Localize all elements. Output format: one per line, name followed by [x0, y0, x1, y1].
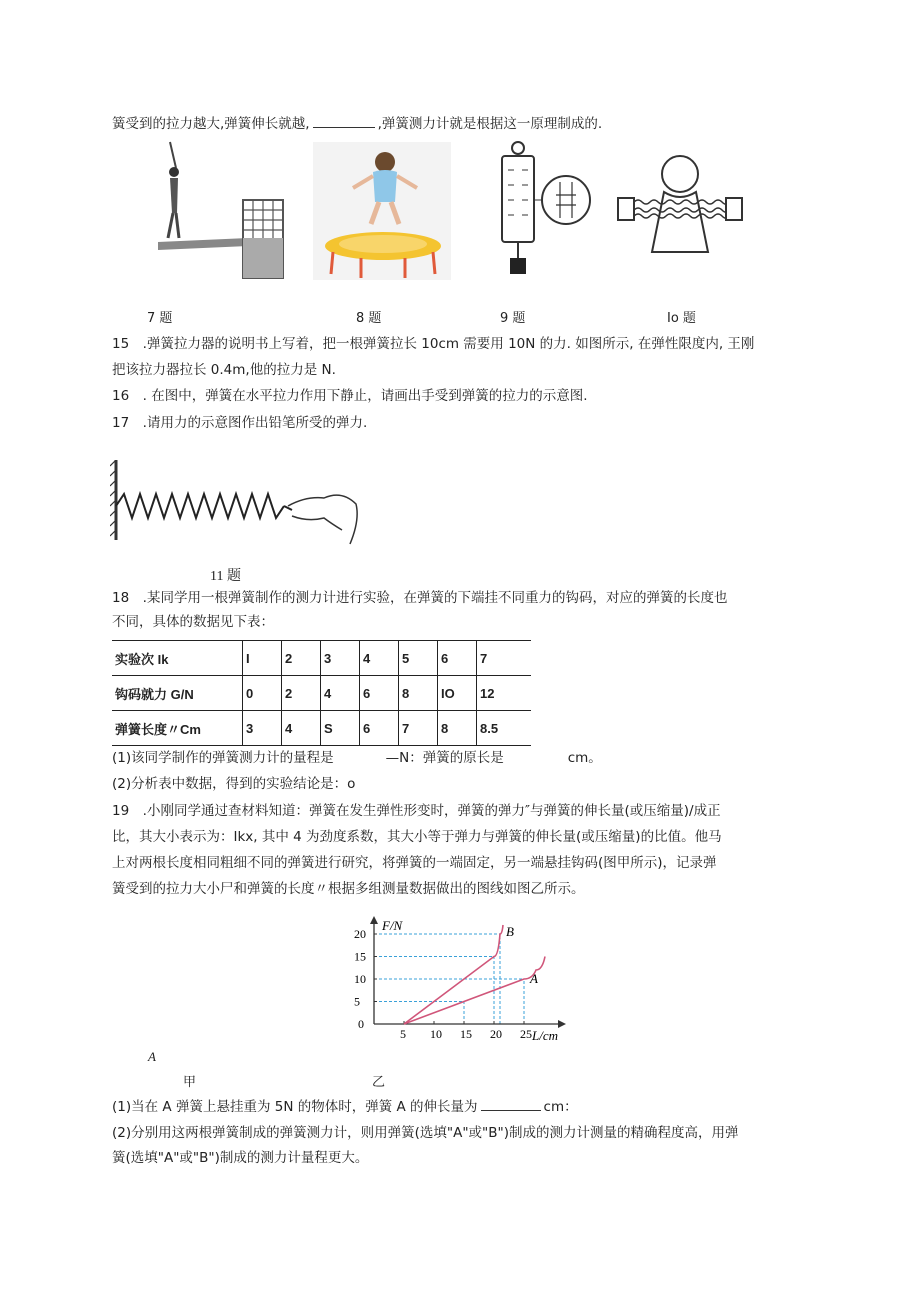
table-cell: I — [243, 641, 282, 676]
table-cell: 2 — [282, 641, 321, 676]
series-label-A: A — [530, 971, 538, 986]
table-cell: 0 — [243, 676, 282, 711]
x-tick-label: 5 — [400, 1027, 406, 1040]
q19-sub1-text-a: (1)当在 A 弹簧上悬挂重为 5N 的物体时，弹簧 A 的伸长量为 — [112, 1099, 478, 1115]
y-tick-label: 20 — [354, 927, 366, 941]
figure-8-trampoline — [313, 142, 451, 280]
table-row — [112, 711, 531, 746]
q19-sub1-text-b: cm： — [543, 1099, 578, 1115]
caption-yi: 乙 — [372, 1075, 386, 1090]
sub1-text-a: (1)该同学制作的弹簧测力计的量程是 — [112, 750, 334, 766]
sub1-text-c: cm。 — [567, 750, 602, 766]
figure-7-diving — [148, 138, 288, 280]
x-tick-label: 10 — [430, 1027, 442, 1040]
intro-text-b: ,弹簧测力计就是根据这一原理制成的. — [377, 116, 603, 132]
table-cell: IO — [438, 676, 477, 711]
caption-7: 7 题 — [147, 311, 173, 326]
question-19-line-3: 上对两根长度相同粗细不同的弹簧进行研究，将弹簧的一端固定，另一端悬挂钩码(图甲所示)，记录弹 — [112, 855, 717, 871]
question-17: 17 .请用力的示意图作出铅笔所受的弹力. — [112, 415, 368, 431]
table-cell: 6 — [438, 641, 477, 676]
table-cell: 5 — [399, 641, 438, 676]
question-18-line-1: 18 .某同学用一根弹簧制作的测力计进行实验，在弹簧的下端挂不同重力的钩码，对应的弹簧的长度也 — [112, 590, 728, 606]
table-cell: 8.5 — [477, 711, 532, 746]
question-16: 16 . 在图中，弹簧在水平拉力作用下静止，请画出手受到弹簧的拉力的示意图. — [112, 388, 588, 404]
table-cell: 6 — [360, 676, 399, 711]
table-cell: 12 — [477, 676, 532, 711]
table-cell: 钩码就力 G/N — [112, 676, 243, 711]
table-cell: 4 — [360, 641, 399, 676]
caption-8: 8 题 — [356, 311, 382, 326]
table-cell: 6 — [360, 711, 399, 746]
table-cell: 3 — [321, 641, 360, 676]
y-tick-label: 15 — [354, 949, 366, 964]
y-tick-label: 10 — [354, 972, 366, 986]
table-cell: S — [321, 711, 360, 746]
table-cell: 3 — [243, 711, 282, 746]
caption-10: Io 题 — [667, 311, 696, 326]
question-19-line-2: 比，其大小表示为：Ikx, 其中 4 为劲度系数，其大小等于弹力与弹簧的伸长量(或压缩量)的比值。他马 — [112, 829, 722, 845]
x-axis-label: L/cm — [532, 1028, 558, 1040]
origin-label: 0 — [358, 1017, 364, 1031]
table-cell: 弹簧长度〃Cm — [112, 711, 243, 746]
table-cell: 4 — [321, 676, 360, 711]
sub1-text-b: —N：弹簧的原长是 — [385, 750, 504, 766]
data-table — [112, 640, 531, 746]
table-cell: 4 — [282, 711, 321, 746]
figure-10-chest-expander — [612, 152, 748, 280]
caption-jia: 甲 — [183, 1075, 197, 1090]
question-15-line-2: 把该拉力器拉长 0.4m,他的拉力是 N. — [112, 362, 336, 378]
y-axis-arrow — [370, 916, 378, 924]
figure-a-label: A — [148, 1049, 156, 1064]
question-18-line-2: 不同，具体的数据见下表： — [112, 614, 274, 630]
table-cell: 8 — [438, 711, 477, 746]
table-cell: 8 — [399, 676, 438, 711]
question-18-sub-2: (2)分析表中数据，得到的实验结论是：o — [112, 776, 356, 792]
question-19-sub-2-line-2: 簧(选填"A"或"B")制成的测力计量程更大。 — [112, 1150, 369, 1166]
intro-line — [112, 113, 602, 134]
question-19-sub-1 — [112, 1096, 578, 1117]
question-18-sub-1 — [112, 748, 602, 768]
question-19-line-1: 19 .小刚同学通过查材料知道：弹簧在发生弹性形变时，弹簧的弹力″与弹簧的伸长量(或压缩量)/成正 — [112, 803, 721, 819]
table-cell: 7 — [399, 711, 438, 746]
table-cell: 7 — [477, 641, 532, 676]
spring-force-length-chart — [340, 916, 570, 1040]
table-row — [112, 676, 531, 711]
series-line-B — [404, 925, 503, 1024]
table-cell: 2 — [282, 676, 321, 711]
answer-blank[interactable] — [481, 1096, 541, 1111]
figure-11-spring-hand — [110, 460, 364, 552]
table-row — [112, 641, 531, 676]
question-15-line-1: 15 .弹簧拉力器的说明书上写着，把一根弹簧拉长 10cm 需要用 10N 的力. 如图所示, 在弹性限度内, 王刚 — [112, 336, 755, 352]
series-label-B: B — [506, 924, 514, 939]
x-tick-label: 15 — [460, 1027, 472, 1040]
answer-blank[interactable] — [313, 113, 375, 128]
question-19-sub-2-line-1: (2)分别用这两根弹簧制成的弹簧测力计，则用弹簧(选填"A"或"B")制成的测力计测量的精确程度高，用弹 — [112, 1125, 739, 1141]
x-axis-arrow — [558, 1020, 566, 1028]
intro-text-a: 簧受到的拉力越大,弹簧伸长就越, — [112, 116, 310, 132]
x-tick-label: 25 — [520, 1027, 532, 1040]
x-tick-label: 20 — [490, 1027, 502, 1040]
figure-9-spring-scale — [490, 140, 594, 280]
y-axis-label: F/N — [382, 918, 403, 933]
question-19-line-4: 簧受到的拉力大小尸和弹簧的长度〃根据多组测量数据做出的图线如图乙所示。 — [112, 881, 585, 897]
caption-9: 9 题 — [500, 311, 526, 326]
y-tick-label: 5 — [354, 994, 360, 1009]
table-cell: 实验次 Ik — [112, 641, 243, 676]
caption-11: 11 题 — [210, 569, 241, 584]
